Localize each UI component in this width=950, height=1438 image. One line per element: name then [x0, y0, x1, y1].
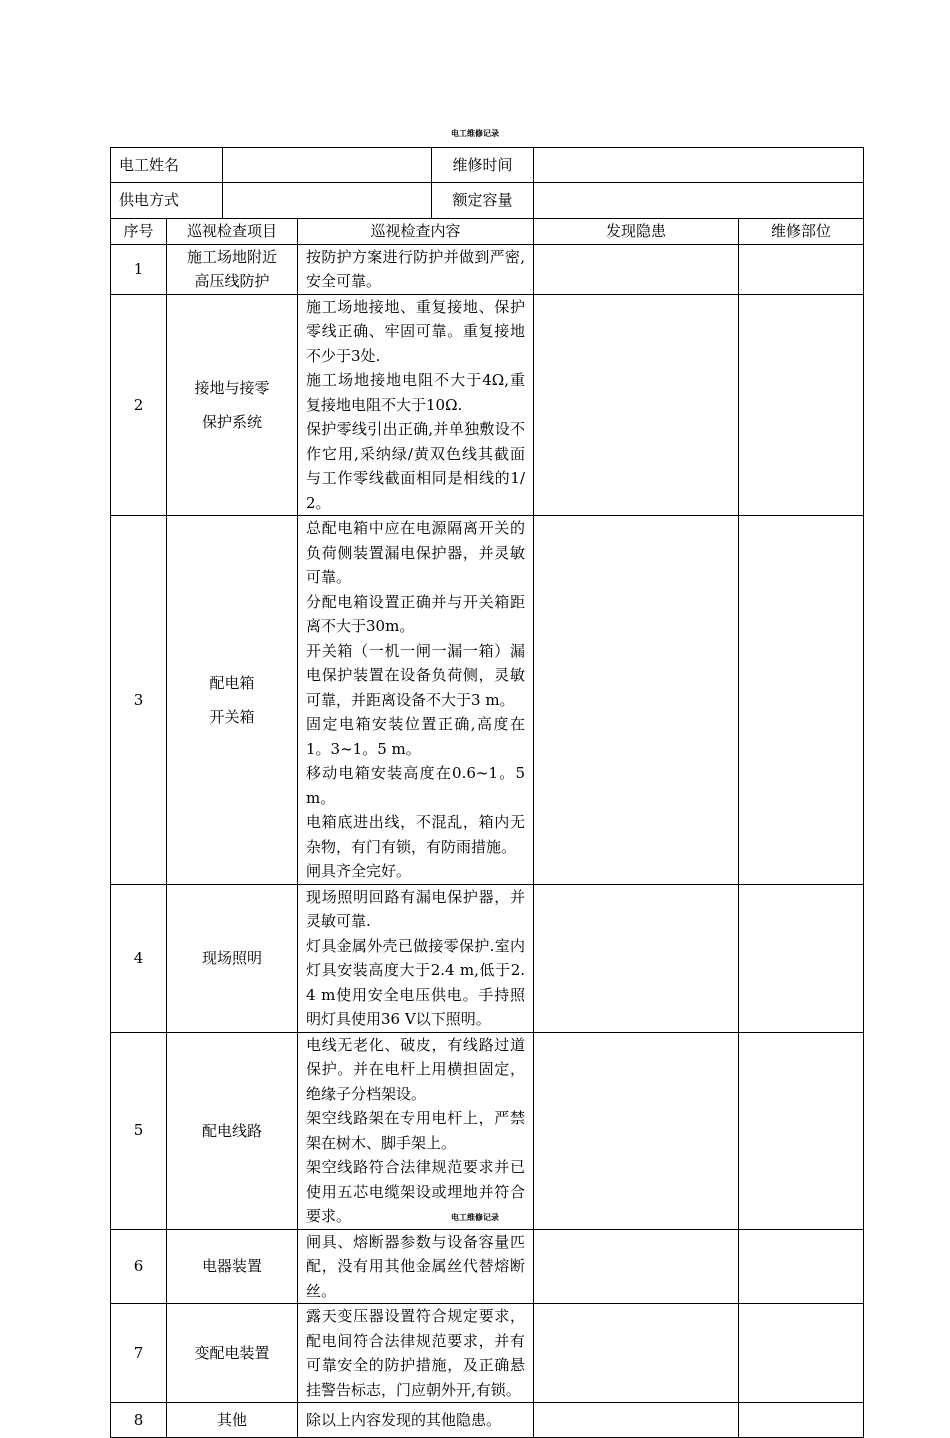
inspection-content	[298, 516, 534, 885]
inspection-content-paragraph: 闸具、熔断器参数与设备容量匹配，没有用其他金属丝代替熔断丝。	[306, 1232, 526, 1300]
inspection-content	[298, 1229, 534, 1304]
hazard-found-field[interactable]	[534, 1403, 739, 1438]
inspection-row	[111, 884, 864, 1032]
repair-part-field[interactable]	[739, 1032, 864, 1229]
inspection-content	[298, 1032, 534, 1229]
inspection-row	[111, 1032, 864, 1229]
row-number: 7	[111, 1304, 167, 1403]
inspection-content	[298, 1403, 534, 1438]
page-header-title: 电工维修记录	[451, 129, 499, 138]
column-header-no: 序号	[111, 219, 167, 245]
inspection-content-paragraph: 总配电箱中应在电源隔离开关的负荷侧装置漏电保护器，并灵敏可靠。	[306, 519, 526, 586]
maintenance-time-field[interactable]	[534, 148, 864, 183]
inspection-item-line: 配电箱	[209, 673, 255, 692]
hazard-found-field[interactable]	[534, 516, 739, 885]
inspection-item-line: 电器装置	[202, 1257, 263, 1276]
row-number: 5	[111, 1032, 167, 1229]
column-header-hazard: 发现隐患	[534, 219, 739, 245]
inspection-item-line: 保护系统	[202, 412, 263, 431]
inspection-content-paragraph: 闸具齐全完好。	[306, 862, 412, 880]
rated-capacity-label: 额定容量	[432, 183, 534, 219]
hazard-found-field[interactable]	[534, 244, 739, 294]
hazard-found-field[interactable]	[534, 1032, 739, 1229]
inspection-content-paragraph: 保护零线引出正确,并单独敷设不作它用,采纳绿/黄双色线其截面与工作零线截面相同是相线的1/2。	[306, 420, 526, 512]
inspection-content-paragraph: 施工场地接地电阻不大于4Ω,重复接地电阻不大于10Ω.	[306, 371, 526, 414]
inspection-row	[111, 516, 864, 885]
info-row-electrician	[111, 148, 864, 183]
info-row-supply	[111, 183, 864, 219]
inspection-content-paragraph: 灯具金属外壳已做接零保护.室内灯具安装高度大于2.4 m,低于2.4 m使用安全电压供电。手持照明灯具使用36 V以下照明。	[306, 936, 526, 1028]
hazard-found-field[interactable]	[534, 1304, 739, 1403]
column-header-part: 维修部位	[739, 219, 864, 245]
inspection-content-paragraph: 移动电箱安装高度在0.6~1。5 m。	[306, 764, 526, 807]
inspection-item-line: 高压线防护	[194, 272, 270, 290]
row-number: 3	[111, 516, 167, 885]
inspection-row	[111, 1304, 864, 1403]
hazard-found-field[interactable]	[534, 884, 739, 1032]
inspection-content-paragraph: 架空线路符合法律规范要求并已使用五芯电缆架设或埋地并符合要求。	[306, 1158, 526, 1225]
inspection-item	[167, 1032, 298, 1229]
inspection-item	[167, 1304, 298, 1403]
page-footer-title: 电工维修记录	[451, 1213, 499, 1222]
inspection-item	[167, 1403, 298, 1438]
repair-part-field[interactable]	[739, 884, 864, 1032]
inspection-content-paragraph: 固定电箱安装位置正确,高度在1。3~1。5 m。	[306, 715, 526, 758]
inspection-content-paragraph: 架空线路架在专用电杆上，严禁架在树木、脚手架上。	[306, 1109, 526, 1152]
inspection-content-paragraph: 施工场地接地、重复接地、保护零线正确、牢固可靠。重复接地不少于3处.	[306, 297, 526, 365]
inspection-item-line: 其他	[217, 1411, 248, 1429]
repair-part-field[interactable]	[739, 516, 864, 885]
inspection-content-paragraph: 露天变压器设置符合规定要求，配电间符合法律规范要求，并有可靠安全的防护措施，及正确悬挂警告标志，门应朝外开,有锁。	[306, 1307, 526, 1399]
column-header-content: 巡视检查内容	[298, 219, 534, 245]
row-number: 8	[111, 1403, 167, 1438]
inspection-content	[298, 884, 534, 1032]
inspection-content-paragraph: 电箱底进出线，不混乱，箱内无杂物，有门有锁，有防雨措施。	[306, 813, 526, 856]
inspection-item-line: 变配电装置	[194, 1344, 270, 1362]
hazard-found-field[interactable]	[534, 1229, 739, 1304]
repair-part-field[interactable]	[739, 1403, 864, 1438]
row-number: 2	[111, 294, 167, 516]
row-number: 6	[111, 1229, 167, 1304]
rated-capacity-field[interactable]	[534, 183, 864, 219]
inspection-content	[298, 294, 534, 516]
inspection-content-paragraph: 电线无老化、破皮，有线路过道保护。并在电杆上用横担固定，绝缘子分档架设。	[306, 1035, 526, 1103]
row-number: 4	[111, 884, 167, 1032]
inspection-row	[111, 1229, 864, 1304]
repair-part-field[interactable]	[739, 294, 864, 516]
inspection-item	[167, 884, 298, 1032]
repair-part-field[interactable]	[739, 1229, 864, 1304]
maintenance-record-table	[110, 147, 864, 1438]
inspection-item	[167, 294, 298, 516]
inspection-row	[111, 244, 864, 294]
inspection-item	[167, 1229, 298, 1304]
inspection-content	[298, 244, 534, 294]
inspection-content-paragraph: 分配电箱设置正确并与开关箱距离不大于30m。	[306, 592, 526, 635]
row-number: 1	[111, 244, 167, 294]
inspection-content-paragraph: 开关箱（一机一闸一漏一箱）漏电保护装置在设备负荷侧，灵敏可靠，并距离设备不大于3 m。	[306, 641, 526, 709]
inspection-item-line: 现场照明	[202, 949, 263, 967]
inspection-content-paragraph: 按防护方案进行防护并做到严密,安全可靠。	[306, 247, 526, 290]
inspection-item-line: 施工场地附近	[187, 248, 278, 266]
inspection-item-line: 开关箱	[209, 707, 255, 726]
power-supply-field[interactable]	[223, 183, 432, 219]
inspection-content	[298, 1304, 534, 1403]
inspection-row	[111, 1403, 864, 1438]
maintenance-time-label: 维修时间	[432, 148, 534, 183]
inspection-item	[167, 244, 298, 294]
hazard-found-field[interactable]	[534, 294, 739, 516]
repair-part-field[interactable]	[739, 1304, 864, 1403]
power-supply-label: 供电方式	[111, 183, 223, 219]
inspection-item-line: 配电线路	[202, 1121, 263, 1140]
column-header-item: 巡视检查项目	[167, 219, 298, 245]
inspection-row	[111, 294, 864, 516]
inspection-item	[167, 516, 298, 885]
inspection-content-paragraph: 现场照明回路有漏电保护器，并灵敏可靠.	[306, 887, 526, 930]
electrician-name-label: 电工姓名	[111, 148, 223, 183]
inspection-item-line: 接地与接零	[194, 378, 270, 397]
repair-part-field[interactable]	[739, 244, 864, 294]
column-header-row	[111, 219, 864, 245]
inspection-content-paragraph: 除以上内容发现的其他隐患。	[306, 1410, 502, 1429]
electrician-name-field[interactable]	[223, 148, 432, 183]
